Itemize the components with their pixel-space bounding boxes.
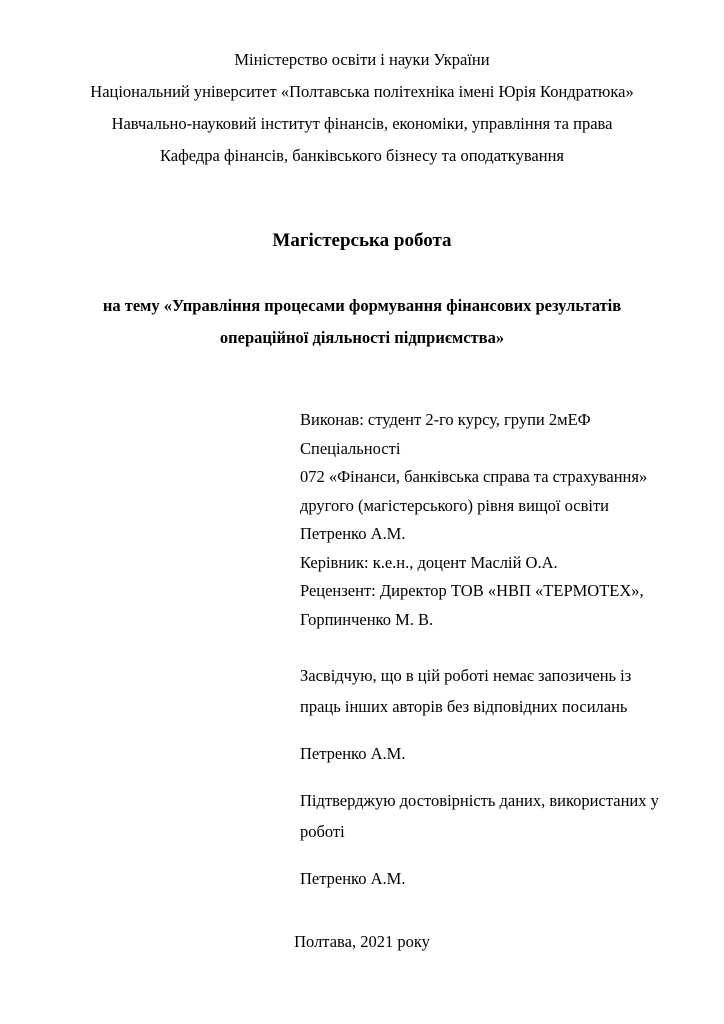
declarations-block xyxy=(300,660,668,894)
institution-header xyxy=(0,0,724,172)
department-line: Кафедра фінансів, банківського бізнесу та оподаткування xyxy=(159,146,564,165)
detail-line-author-name: Петренко А.М. xyxy=(300,524,406,543)
footer-location-year: Полтава, 2021 року xyxy=(294,932,430,951)
detail-line-performer: Виконав: студент 2-го курсу, групи 2мЕФ xyxy=(300,410,591,429)
detail-line-specialty-code: 072 «Фінанси, банківська справа та страхування» xyxy=(300,467,648,486)
ministry-line: Міністерство освіти і науки України xyxy=(234,50,490,69)
thesis-topic: на тему «Управління процесами формування фінансових результатів операційної діяльності підприємства» xyxy=(102,296,622,347)
detail-line-specialty-label: Спеціальності xyxy=(300,438,401,458)
author-details-block xyxy=(300,406,668,634)
declaration-no-plagiarism: Засвідчую, що в цій роботі немає запозичень із праць інших авторів без відповідних посилань xyxy=(300,666,632,716)
detail-line-reviewer: Рецензент: Директор ТОВ «НВП «ТЕРМОТЕХ», xyxy=(300,581,644,600)
signature-name-1: Петренко А.М. xyxy=(300,744,406,763)
thesis-title: Магістерська робота xyxy=(272,230,452,251)
detail-line-degree-level: другого (магістерського) рівня вищої освіти xyxy=(300,495,609,515)
detail-line-supervisor: Керівник: к.е.н., доцент Маслій О.А. xyxy=(300,552,558,572)
declaration-data-accuracy: Підтверджую достовірність даних, використаних у роботі xyxy=(300,791,659,841)
university-line: Національний університет «Полтавська політехніка імені Юрія Кондратюка» xyxy=(90,82,634,101)
signature-name-2: Петренко А.М. xyxy=(300,869,406,888)
institute-line: Навчально-науковий інститут фінансів, економіки, управління та права xyxy=(111,114,613,133)
detail-line-reviewer-name: Горпинченко М. В. xyxy=(300,609,434,629)
